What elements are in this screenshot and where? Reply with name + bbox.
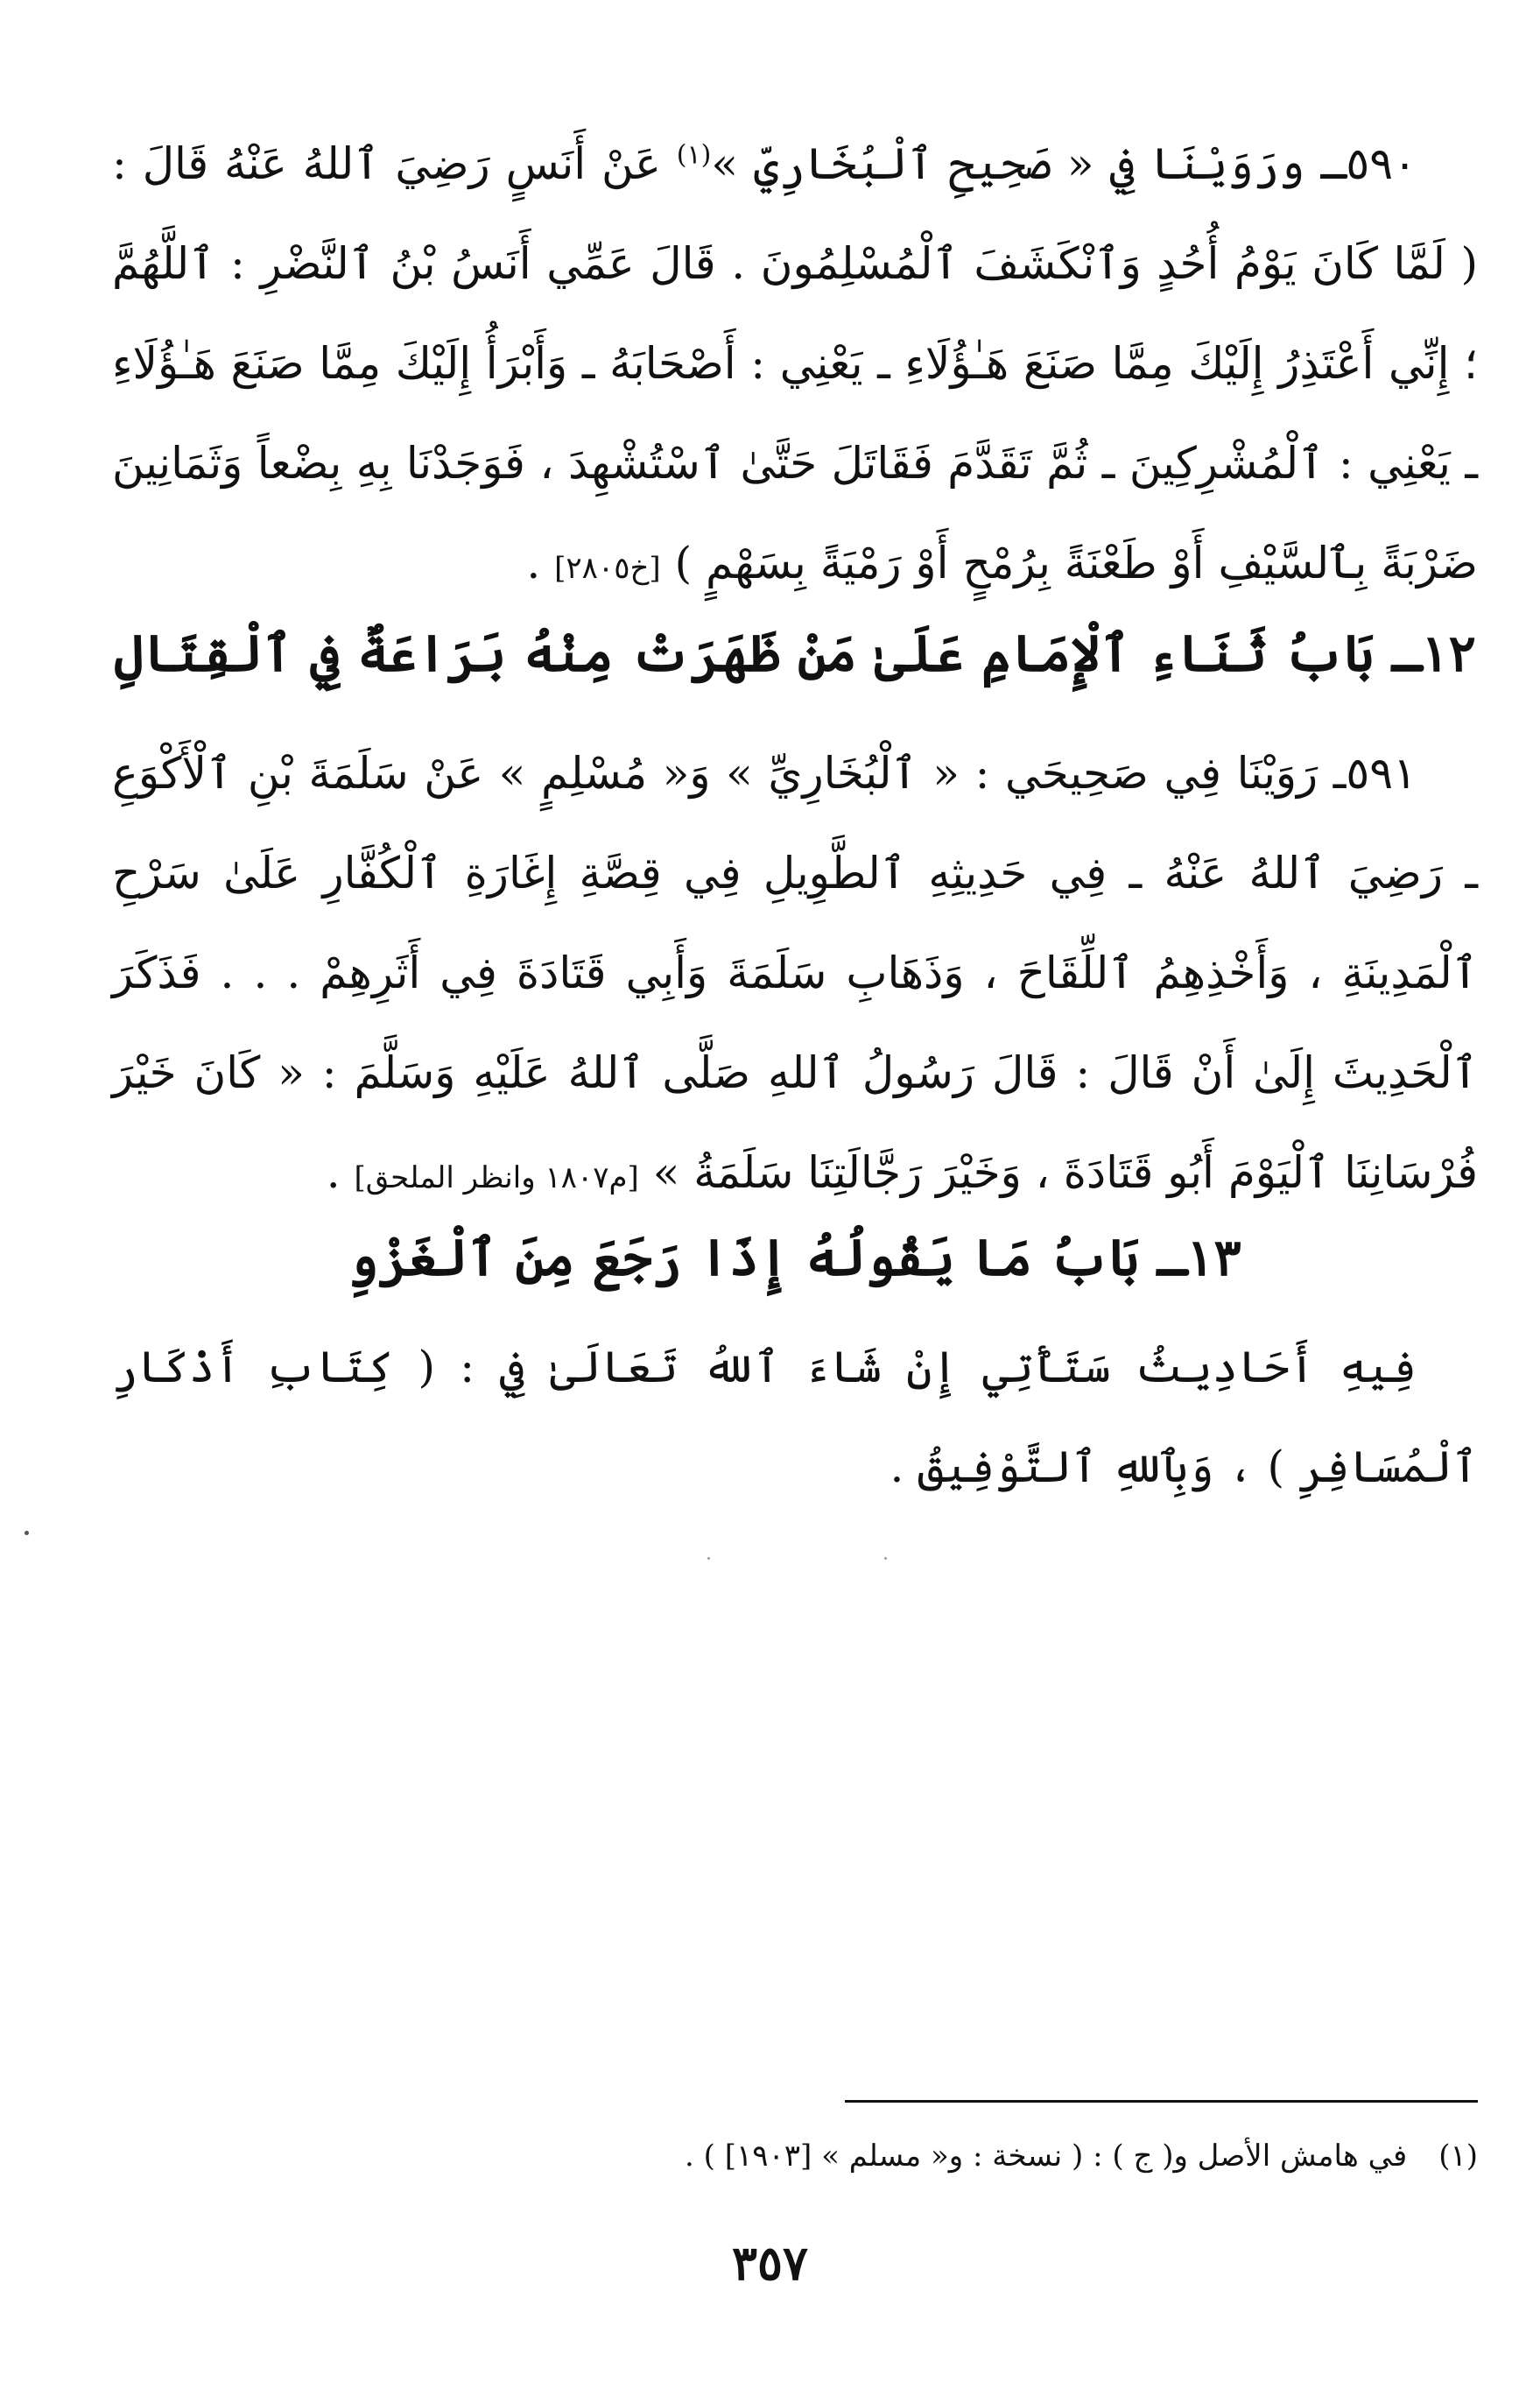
hadith-590-block [112,114,1478,618]
hadith-591-body: ٥٩١ـ رَوَيْنَا فِي صَحِيحَي : « ٱلْبُخَارِيِّ » وَ« مُسْلِمٍ » عَنْ سَلَمَةَ بْنِ ٱلْأَكْوَعِ ـ رَضِيَ ٱللهُ عَنْهُ ـ فِي حَدِيثِهِ ٱلطَّوِيلِ فِي قِصَّةِ إِغَارَةِ ٱلْكُفَّارِ عَلَىٰ سَرْحِ ٱلْمَدِينَةِ ، وَأَخْذِهِمُ ٱللِّقَاحَ ، وَذَهَابِ سَلَمَةَ وَأَبِي قَتَادَةَ فِي أَثَرِهِمْ . . . فَذَكَرَ ٱلْحَدِيثَ إِلَىٰ أَنْ قَالَ : قَالَ رَسُولُ ٱللهِ صَلَّى ٱللهُ عَلَيْهِ وَسَلَّمَ : « كَانَ خَيْرَ فُرْسَانِنَا ٱلْيَوْمَ أَبُو قَتَادَةَ ، وَخَيْرَ رَجَّالَتِنَا سَلَمَةُ » [112,748,1478,1198]
scan-speck [884,1557,887,1560]
page-number: ٣٥٧ [731,2235,808,2291]
chapter-13-paragraph: فِيهِ أَحَادِيثُ سَتَأْتِي إِنْ شَاءَ ٱللهُ تَعَالَىٰ فِي : ( كِتَابِ أَذْكَارِ ٱلْمُسَافِرِ ) ، وَبِٱللهِ ٱلتَّوْفِيقُ . [112,1342,1478,1492]
hadith-591-reference: [م١٨٠٧ وانظر الملحق] [354,1160,639,1195]
footnote-divider [845,2100,1478,2103]
chapter-13-heading: ١٣ـ بَابُ مَا يَقُولُهُ إِذَا رَجَعَ مِنَ ٱلْغَزْوِ [348,1228,1241,1287]
hadith-590-paragraph [112,114,1478,618]
scan-speck [25,1531,29,1535]
hadith-590-reference: [خ٢٨٠٥] [554,551,661,586]
hadith-590-end: . [526,538,555,588]
footnote-number: (١) [1438,2139,1478,2174]
footnote-marker: (١) [676,139,712,171]
footnote-text: في هامش الأصل و( ج ) : ( نسخة : و« مسلم » [١٩٠٣] ) . [685,2139,1408,2174]
hadith-590-body: عَنْ أَنَسٍ رَضِيَ ٱللهُ عَنْهُ قَالَ : ( لَمَّا كَانَ يَوْمُ أُحُدٍ وَٱنْكَشَفَ ٱلْمُسْلِمُونَ . قَالَ عَمِّي أَنَسُ بْنُ ٱلنَّضْرِ : ٱللَّهُمَّ ؛ إِنِّي أَعْتَذِرُ إِلَيْكَ مِمَّا صَنَعَ هَـٰؤُلَاءِ ـ يَعْنِي : أَصْحَابَهُ ـ وَأَبْرَأُ إِلَيْكَ مِمَّا صَنَعَ هَـٰؤُلَاءِ ـ يَعْنِي : ٱلْمُشْرِكِينَ ـ ثُمَّ تَقَدَّمَ فَقَاتَلَ حَتَّىٰ ٱسْتُشْهِدَ ، فَوَجَدْنَا بِهِ بِضْعاً وَثَمَانِينَ ضَرْبَةً بِٱلسَّيْفِ أَوْ طَعْنَةً بِرُمْحٍ أَوْ رَمْيَةً بِسَهْمٍ ) [112,138,1478,588]
hadith-591-block [112,723,1478,1228]
hadith-591-paragraph [112,723,1478,1228]
chapter-12-heading: ١٢ـ بَابُ ثَنَاءِ ٱلْإِمَامِ عَلَىٰ مَنْ ظَهَرَتْ مِنْهُ بَرَاعَةٌ فِي ٱلْقِتَالِ [114,624,1476,683]
hadith-591-end: . [326,1147,355,1198]
scan-speck [707,1557,710,1560]
hadith-590-opening: ٥٩٠ـ ورَوَيْنَا فِي « صَحِيحِ ٱلْبُخَارِيِّ » [711,138,1417,189]
footnote [112,2130,1478,2182]
chapter-13-block [112,1317,1478,1517]
